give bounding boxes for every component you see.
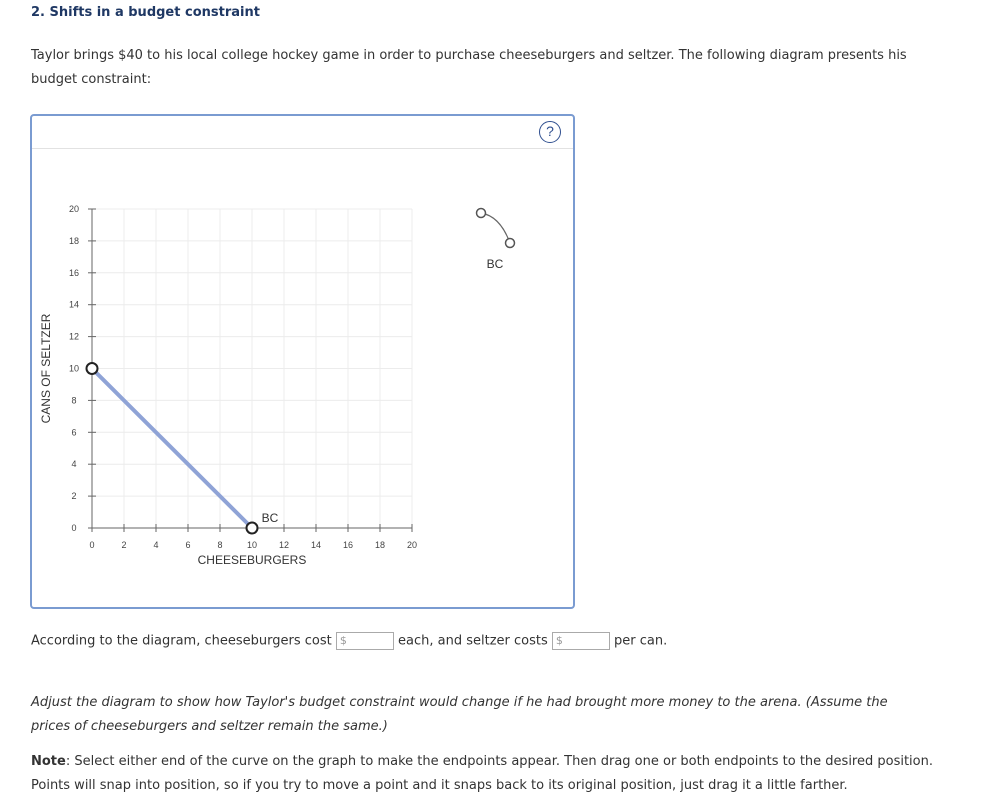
tool-palette[interactable] [477,209,515,272]
x-tick-label-14: 14 [310,540,322,550]
x-tick-label-20: 20 [406,540,418,550]
instructions: Adjust the diagram to show how Taylor's budget constraint would change if he had brought more money to the arena. (Assume the prices of cheeseburgers and seltzer remain the same.) [31,695,888,734]
budget-constraint-graph[interactable] [32,116,573,607]
budget-constraint-label: BC [261,511,279,525]
y-tick-label-12: 12 [68,331,80,342]
note-text: : Select either end of the curve on the graph to make the endpoints appear. Then drag one or both endpoints to the desired position. Points will snap into position, so if you try to move a point and it snaps back to its original position, just drag it a little farther. [31,754,933,793]
budget-constraint-start-point[interactable] [87,363,98,374]
x-tick-label-10: 10 [246,540,258,550]
y-axis-title: CANS OF SELTZER [39,313,53,424]
x-tick-label-2: 2 [121,540,127,550]
y-tick-label-0: 0 [71,523,77,533]
y-tick-label-14: 14 [68,299,80,310]
palette-bc-curve[interactable] [481,213,510,243]
question-intro: Taylor brings $40 to his local college hockey game in order to purchase cheeseburgers and seltzer. The following diagram presents his budget constraint: [31,48,907,87]
x-tick-label-18: 18 [374,540,386,550]
note [31,750,951,798]
axes [39,204,417,567]
answer-middle: each, and seltzer costs [398,633,548,649]
y-tick-label-6: 6 [71,427,77,438]
budget-constraint-line[interactable] [92,369,252,529]
palette-bc-label: BC [486,257,504,271]
y-tick-label-4: 4 [71,459,77,470]
question-title: 2. Shifts in a budget constraint [31,5,260,20]
answer-prefix: According to the diagram, cheeseburgers cost [31,633,332,649]
answer-line [31,632,667,650]
graph-panel[interactable] [30,114,575,609]
x-tick-label-16: 16 [342,540,354,550]
palette-bc-start-point[interactable] [477,209,486,218]
y-tick-label-10: 10 [68,363,80,374]
x-tick-label-12: 12 [278,540,290,550]
curves[interactable] [87,363,279,534]
note-label: Note [31,754,66,769]
cheeseburger-price-input[interactable]: $ [336,632,394,650]
grid [92,209,412,528]
budget-constraint-end-point[interactable] [247,523,258,534]
answer-suffix: per can. [614,633,668,649]
x-tick-label-4: 4 [153,540,159,550]
x-tick-label-8: 8 [217,540,223,550]
help-button[interactable]: ? [539,121,561,143]
seltzer-price-input[interactable]: $ [552,632,610,650]
y-tick-label-16: 16 [68,267,80,278]
x-tick-label-0: 0 [89,540,95,550]
x-tick-label-6: 6 [185,540,191,550]
y-tick-label-20: 20 [68,204,80,214]
y-tick-label-8: 8 [71,395,77,406]
y-tick-label-2: 2 [71,491,77,502]
x-axis-title: CHEESEBURGERS [197,553,307,567]
y-tick-label-18: 18 [68,235,80,246]
palette-bc-end-point[interactable] [506,239,515,248]
